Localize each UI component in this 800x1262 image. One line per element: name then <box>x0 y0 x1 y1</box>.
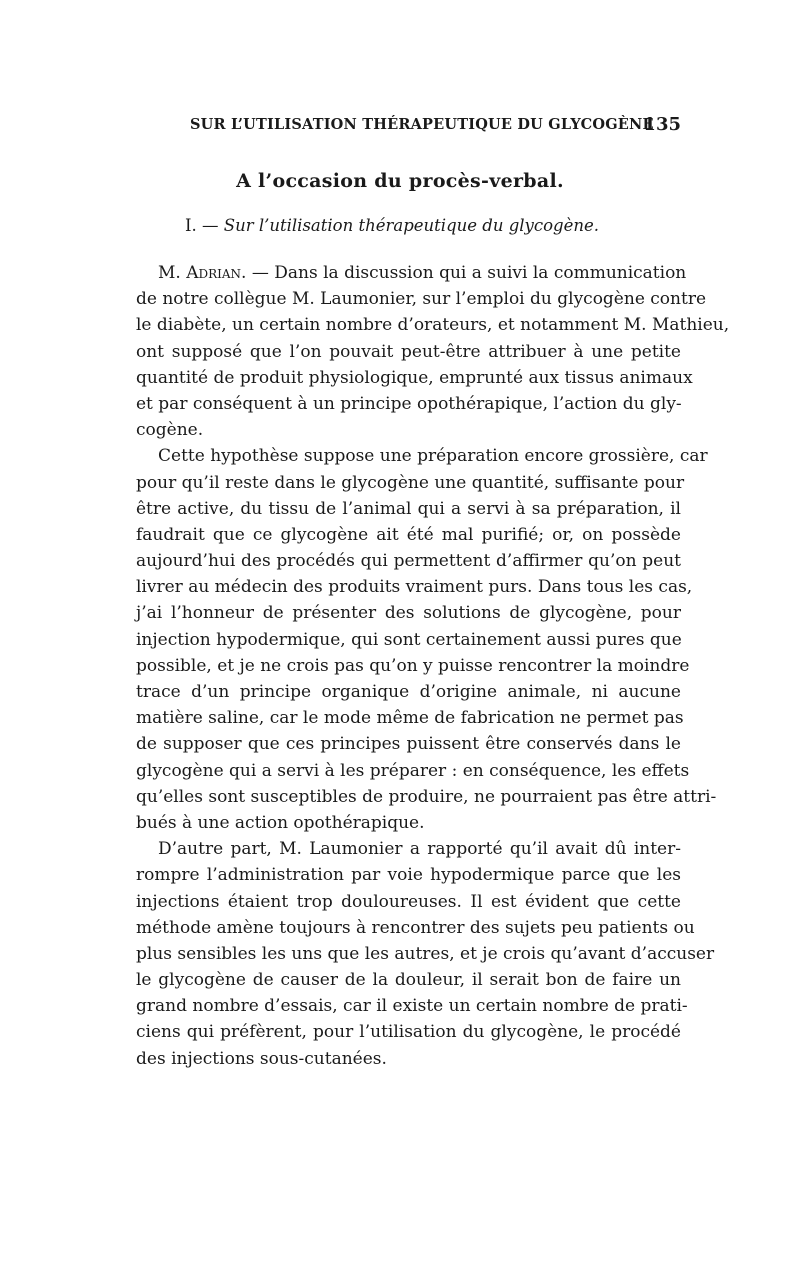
subsection-heading <box>185 216 599 235</box>
text-line: quantité de produit physiologique, emprunté aux tissus animaux <box>136 367 693 388</box>
page-number: 135 <box>643 114 681 135</box>
running-head <box>120 116 680 140</box>
running-title: SUR L’UTILISATION THÉRAPEUTIQUE DU GLYCOGÈNE <box>190 116 654 133</box>
text-line: bués à une action opothérapique. <box>136 812 425 833</box>
text-line: Cette hypothèse suppose une préparation encore grossière, car <box>158 446 708 467</box>
text-line: matière saline, car le mode même de fabrication ne permet pas <box>136 708 684 729</box>
text-line: faudrait que ce glycogène ait été mal purifié; or, on possède <box>136 524 681 545</box>
text-line: glycogène qui a servi à les préparer : en conséquence, les effets <box>136 760 690 781</box>
text-line: ont supposé que l’on pouvait peut-être attribuer à une petite <box>136 341 681 362</box>
text-line: M. Adrian. — Dans la discussion qui a suivi la communication <box>158 263 687 283</box>
text-line: le diabète, un certain nombre d’orateurs, et notamment M. Mathieu, <box>136 315 730 336</box>
text-line: injections étaient trop douloureuses. Il est évident que cette <box>136 891 681 912</box>
text-line: ciens qui préfèrent, pour l’utilisation du glycogène, le procédé <box>136 1022 681 1043</box>
subsection-number: I. — <box>185 216 224 235</box>
section-heading: A l’occasion du procès-verbal. <box>236 170 564 192</box>
text-line: j’ai l’honneur de présenter des solutions de glycogène, pour <box>136 603 681 624</box>
text-line: cogène. <box>136 420 204 441</box>
text-line: aujourd’hui des procédés qui permettent d’affirmer qu’on peut <box>136 551 681 572</box>
subsection-title: Sur l’utilisation thérapeutique du glycogène. <box>223 216 599 235</box>
text-line: trace d’un principe organique d’origine animale, ni aucune <box>136 682 681 702</box>
text-line: injection hypodermique, qui sont certainement aussi pures que <box>136 629 682 650</box>
text-line: de notre collègue M. Laumonier, sur l’emploi du glycogène contre <box>136 289 707 310</box>
speaker-name: M. Adrian. <box>158 263 247 283</box>
text-line: grand nombre d’essais, car il existe un certain nombre de prati- <box>136 996 688 1017</box>
text-line: qu’elles sont susceptibles de produire, ne pourraient pas être attri- <box>136 786 717 807</box>
text-line: possible, et je ne crois pas qu’on y puisse rencontrer la moindre <box>136 655 690 676</box>
text-line: D’autre part, M. Laumonier a rapporté qu’il avait dû inter- <box>158 839 681 860</box>
text-line: méthode amène toujours à rencontrer des sujets peu patients ou <box>136 917 695 938</box>
text-line: et par conséquent à un principe opothérapique, l’action du gly- <box>136 393 682 414</box>
text-line: livrer au médecin des produits vraiment purs. Dans tous les cas, <box>136 577 693 598</box>
text-line: pour qu’il reste dans le glycogène une quantité, suffisante pour <box>136 472 685 493</box>
text-line: le glycogène de causer de la douleur, il serait bon de faire un <box>136 970 681 991</box>
body-text <box>136 260 730 1072</box>
text-line: des injections sous-cutanées. <box>136 1048 387 1069</box>
text-line: plus sensibles les uns que les autres, et je crois qu’avant d’accuser <box>136 943 715 964</box>
text-line: rompre l’administration par voie hypodermique parce que les <box>136 865 681 886</box>
text-line: être active, du tissu de l’animal qui a servi à sa préparation, il <box>136 498 681 519</box>
text-line: de supposer que ces principes puissent être conservés dans le <box>136 734 681 755</box>
